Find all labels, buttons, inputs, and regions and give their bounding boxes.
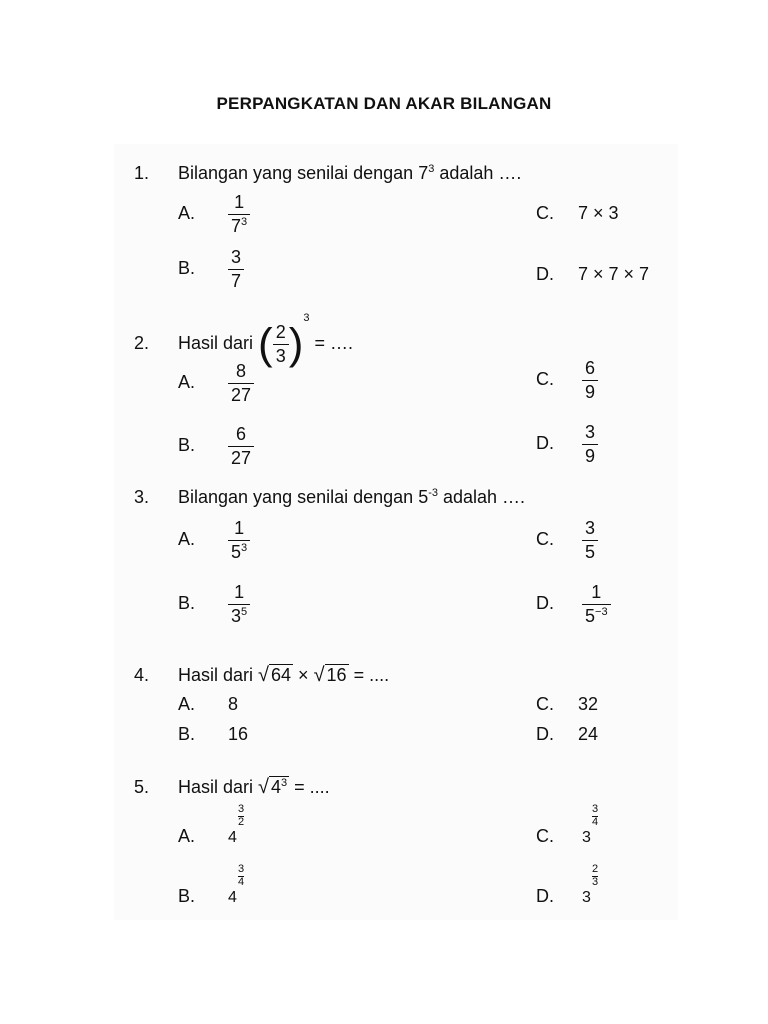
times-sign: × xyxy=(293,665,314,685)
option-value: 24 xyxy=(578,724,599,744)
radicand-exponent: 3 xyxy=(281,777,288,789)
question-1 xyxy=(134,163,521,184)
fraction xyxy=(273,322,289,366)
numerator: 3 xyxy=(231,247,242,267)
option-1d[interactable] xyxy=(536,264,649,285)
option-letter: B. xyxy=(178,434,196,455)
denominator: 5 xyxy=(582,540,598,563)
radicand-base: 4 xyxy=(271,777,282,797)
fraction-exponent xyxy=(592,804,598,828)
fraction xyxy=(582,518,598,562)
option-4a[interactable] xyxy=(178,694,238,715)
option-4b[interactable] xyxy=(178,724,248,745)
left-paren: ( xyxy=(258,319,273,369)
option-2d[interactable] xyxy=(536,422,598,466)
option-letter: B. xyxy=(178,257,196,278)
option-letter: B. xyxy=(178,724,196,744)
option-letter: A. xyxy=(178,202,196,223)
exponent-denominator: 3 xyxy=(592,875,599,888)
option-3c[interactable] xyxy=(536,518,598,562)
fraction-exponent xyxy=(592,864,598,888)
option-letter: C. xyxy=(536,528,554,549)
question-number: 2. xyxy=(134,333,150,353)
denominator: 9 xyxy=(582,444,598,467)
question-number: 4. xyxy=(134,665,150,685)
exponent: 3 xyxy=(428,163,435,175)
radical-icon: √ xyxy=(313,664,325,686)
option-letter: D. xyxy=(536,886,554,906)
fraction xyxy=(582,358,598,402)
exponent-denominator: 4 xyxy=(238,875,245,888)
option-value: 7 × 7 × 7 xyxy=(578,264,650,284)
fraction xyxy=(228,192,250,236)
option-2c[interactable] xyxy=(536,358,598,402)
option-1b[interactable] xyxy=(178,247,244,291)
exponent-denominator: 4 xyxy=(592,815,599,828)
radicand: 64 xyxy=(271,665,292,685)
question-text: Hasil dari xyxy=(178,665,259,685)
option-letter: A. xyxy=(178,528,196,549)
fraction xyxy=(228,361,254,405)
fractional-power xyxy=(582,863,599,907)
option-letter: D. xyxy=(536,264,554,284)
numerator: 6 xyxy=(585,358,596,378)
exponent-numerator: 3 xyxy=(238,863,245,875)
denominator: 3 xyxy=(273,344,289,367)
option-letter: B. xyxy=(178,592,196,613)
denominator xyxy=(228,604,250,627)
radicand: 16 xyxy=(326,665,347,685)
question-5 xyxy=(134,776,330,799)
option-5c[interactable] xyxy=(536,803,599,847)
denominator-exponent: 3 xyxy=(241,541,248,554)
denominator xyxy=(228,540,250,563)
option-value: 32 xyxy=(578,694,599,714)
option-letter: A. xyxy=(178,826,196,846)
fraction xyxy=(228,582,250,626)
fraction xyxy=(582,582,611,626)
numerator: 6 xyxy=(236,424,247,444)
exponent: -3 xyxy=(428,487,438,499)
radicand xyxy=(269,776,289,797)
question-text: Bilangan yang senilai dengan 7 xyxy=(178,163,429,183)
fraction xyxy=(228,518,250,562)
radical-icon: √ xyxy=(258,664,270,686)
square-root xyxy=(258,776,289,799)
option-1a[interactable] xyxy=(178,192,250,236)
radical-icon: √ xyxy=(258,776,270,798)
option-5b[interactable] xyxy=(178,863,245,907)
exponent-denominator: 2 xyxy=(238,815,245,828)
fraction xyxy=(228,424,254,468)
question-text: Bilangan yang senilai dengan 5 xyxy=(178,487,429,507)
numerator: 1 xyxy=(234,192,245,212)
question-4 xyxy=(134,664,389,687)
numerator: 1 xyxy=(234,582,245,602)
question-text: Hasil dari xyxy=(178,777,259,797)
question-tail: adalah …. xyxy=(434,163,522,183)
question-3 xyxy=(134,487,525,508)
question-text: Hasil dari xyxy=(178,333,259,353)
option-5d[interactable] xyxy=(536,863,599,907)
power-base: 3 xyxy=(582,889,591,906)
option-4d[interactable] xyxy=(536,724,598,745)
question-tail: = …. xyxy=(309,333,353,353)
power-base: 3 xyxy=(582,829,591,846)
option-letter: A. xyxy=(178,694,196,714)
denominator: 9 xyxy=(582,380,598,403)
option-letter: D. xyxy=(536,592,554,613)
question-number: 1. xyxy=(134,163,150,183)
option-letter: D. xyxy=(536,432,554,453)
option-letter: C. xyxy=(536,368,554,389)
denominator xyxy=(228,214,250,237)
denominator-exponent: 3 xyxy=(241,215,248,228)
numerator: 3 xyxy=(585,422,596,442)
exponent-numerator: 3 xyxy=(238,803,245,815)
numerator: 1 xyxy=(234,518,245,538)
option-value: 8 xyxy=(228,694,239,714)
exponent-numerator: 2 xyxy=(592,863,599,875)
fractional-power xyxy=(228,863,245,907)
option-3a[interactable] xyxy=(178,518,250,562)
denominator-exponent: 5 xyxy=(241,605,248,618)
power-base: 4 xyxy=(228,829,237,846)
option-value: 16 xyxy=(228,724,249,744)
question-2 xyxy=(134,312,353,369)
option-letter: C. xyxy=(536,203,554,223)
question-tail: adalah …. xyxy=(437,487,526,507)
numerator: 8 xyxy=(236,361,247,381)
fraction xyxy=(228,247,244,291)
option-value: 7 × 3 xyxy=(578,203,619,223)
option-5a[interactable] xyxy=(178,803,245,847)
option-1c[interactable] xyxy=(536,203,619,224)
question-tail: = .... xyxy=(348,665,390,685)
denominator-exponent: −3 xyxy=(595,605,608,618)
option-2a[interactable] xyxy=(178,361,254,405)
option-letter: D. xyxy=(536,724,554,744)
square-root xyxy=(314,664,349,687)
fractional-power xyxy=(582,803,599,847)
exponent: 3 xyxy=(303,312,310,324)
question-number: 5. xyxy=(134,777,150,797)
square-root xyxy=(258,664,293,687)
option-4c[interactable] xyxy=(536,694,598,715)
denominator-base: 5 xyxy=(231,541,242,562)
fraction xyxy=(582,422,598,466)
power-base: 4 xyxy=(228,889,237,906)
denominator xyxy=(582,604,611,627)
fraction-exponent xyxy=(238,864,244,888)
numerator: 2 xyxy=(275,322,286,343)
denominator: 7 xyxy=(228,269,244,292)
fraction-exponent xyxy=(238,804,244,828)
option-2b[interactable] xyxy=(178,424,254,468)
numerator: 3 xyxy=(585,518,596,538)
option-3d[interactable] xyxy=(536,582,611,626)
option-letter: C. xyxy=(536,694,554,714)
question-tail: = .... xyxy=(289,777,330,797)
fractional-power xyxy=(228,803,245,847)
denominator: 27 xyxy=(228,383,254,406)
denominator: 27 xyxy=(228,446,254,469)
page-title: PERPANGKATAN DAN AKAR BILANGAN xyxy=(216,94,552,113)
option-letter: B. xyxy=(178,886,196,906)
denominator-base: 5 xyxy=(585,605,596,626)
denominator-base: 3 xyxy=(231,605,242,626)
option-3b[interactable] xyxy=(178,582,250,626)
right-paren: ) xyxy=(288,319,304,369)
numerator: 1 xyxy=(591,582,602,602)
question-number: 3. xyxy=(134,487,150,507)
denominator-base: 7 xyxy=(231,215,242,236)
exponent-numerator: 3 xyxy=(592,803,599,815)
option-letter: A. xyxy=(178,371,196,392)
option-letter: C. xyxy=(536,826,554,846)
